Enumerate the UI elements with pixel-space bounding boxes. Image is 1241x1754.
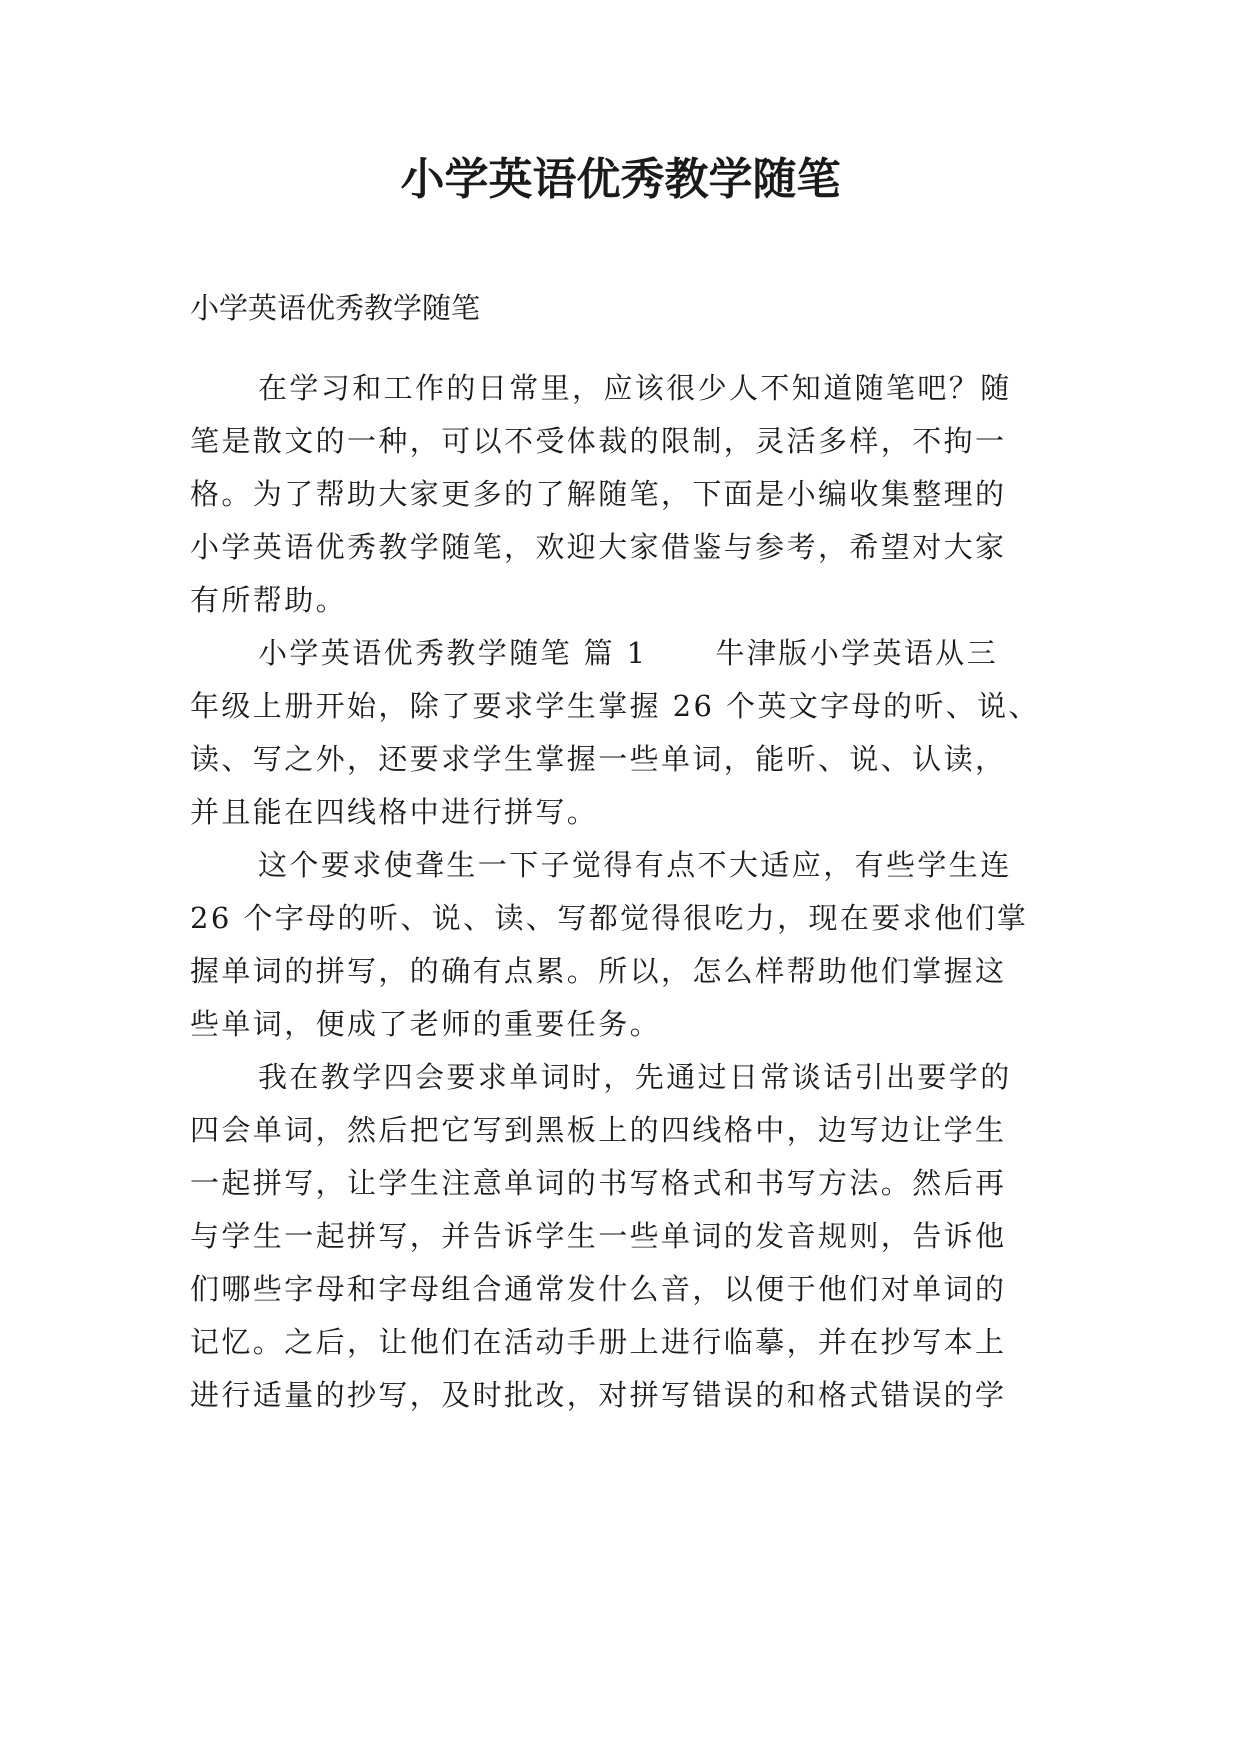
paragraph-line: 们哪些字母和字母组合通常发什么音，以便于他们对单词的 (190, 1272, 1007, 1306)
document-subtitle: 小学英语优秀教学随笔 (190, 291, 481, 325)
paragraph-line: 些单词，便成了老师的重要任务。 (190, 1007, 662, 1041)
paragraph-line: 有所帮助。 (190, 583, 348, 617)
paragraph-line: 我在教学四会要求单词时，先通过日常谈话引出要学的 (258, 1060, 1012, 1094)
paragraph-line: 并且能在四线格中进行拼写。 (190, 795, 599, 829)
section-heading: 小学英语优秀教学随笔 篇 1 (258, 636, 648, 670)
paragraph-line: 一起拼写，让学生注意单词的书写格式和书写方法。然后再 (190, 1166, 1007, 1200)
paragraph-line: 年级上册开始，除了要求学生掌握 26 个英文字母的听、说、 (190, 689, 1040, 723)
paragraph-line: 格。为了帮助大家更多的了解随笔，下面是小编收集整理的 (190, 477, 1007, 511)
paragraph-line: 笔是散文的一种，可以不受体裁的限制，灵活多样，不拘一 (190, 424, 1007, 458)
paragraph-line: 握单词的拼写，的确有点累。所以，怎么样帮助他们掌握这 (190, 954, 1007, 988)
paragraph-line: 读、写之外，还要求学生掌握一些单词，能听、说、认读， (190, 742, 1007, 776)
paragraph-line: 记忆。之后，让他们在活动手册上进行临摹，并在抄写本上 (190, 1325, 1007, 1359)
section-heading-line (258, 633, 1050, 673)
paragraph-line: 这个要求使聋生一下子觉得有点不大适应，有些学生连 (258, 848, 1012, 882)
paragraph-line: 26 个字母的听、说、读、写都觉得很吃力，现在要求他们掌 (190, 901, 1029, 935)
paragraph-line: 小学英语优秀教学随笔，欢迎大家借鉴与参考，希望对大家 (190, 530, 1007, 564)
paragraph-line: 四会单词，然后把它写到黑板上的四线格中，边写边让学生 (190, 1113, 1007, 1147)
paragraph-line: 在学习和工作的日常里，应该很少人不知道随笔吧？随 (258, 371, 1012, 405)
paragraph-line: 与学生一起拼写，并告诉学生一些单词的发音规则，告诉他 (190, 1219, 1007, 1253)
document-title: 小学英语优秀教学随笔 (400, 154, 841, 205)
paragraph-line: 进行适量的抄写，及时批改，对拼写错误的和格式错误的学 (190, 1378, 1007, 1412)
paragraph-text: 牛津版小学英语从三 (715, 636, 999, 670)
